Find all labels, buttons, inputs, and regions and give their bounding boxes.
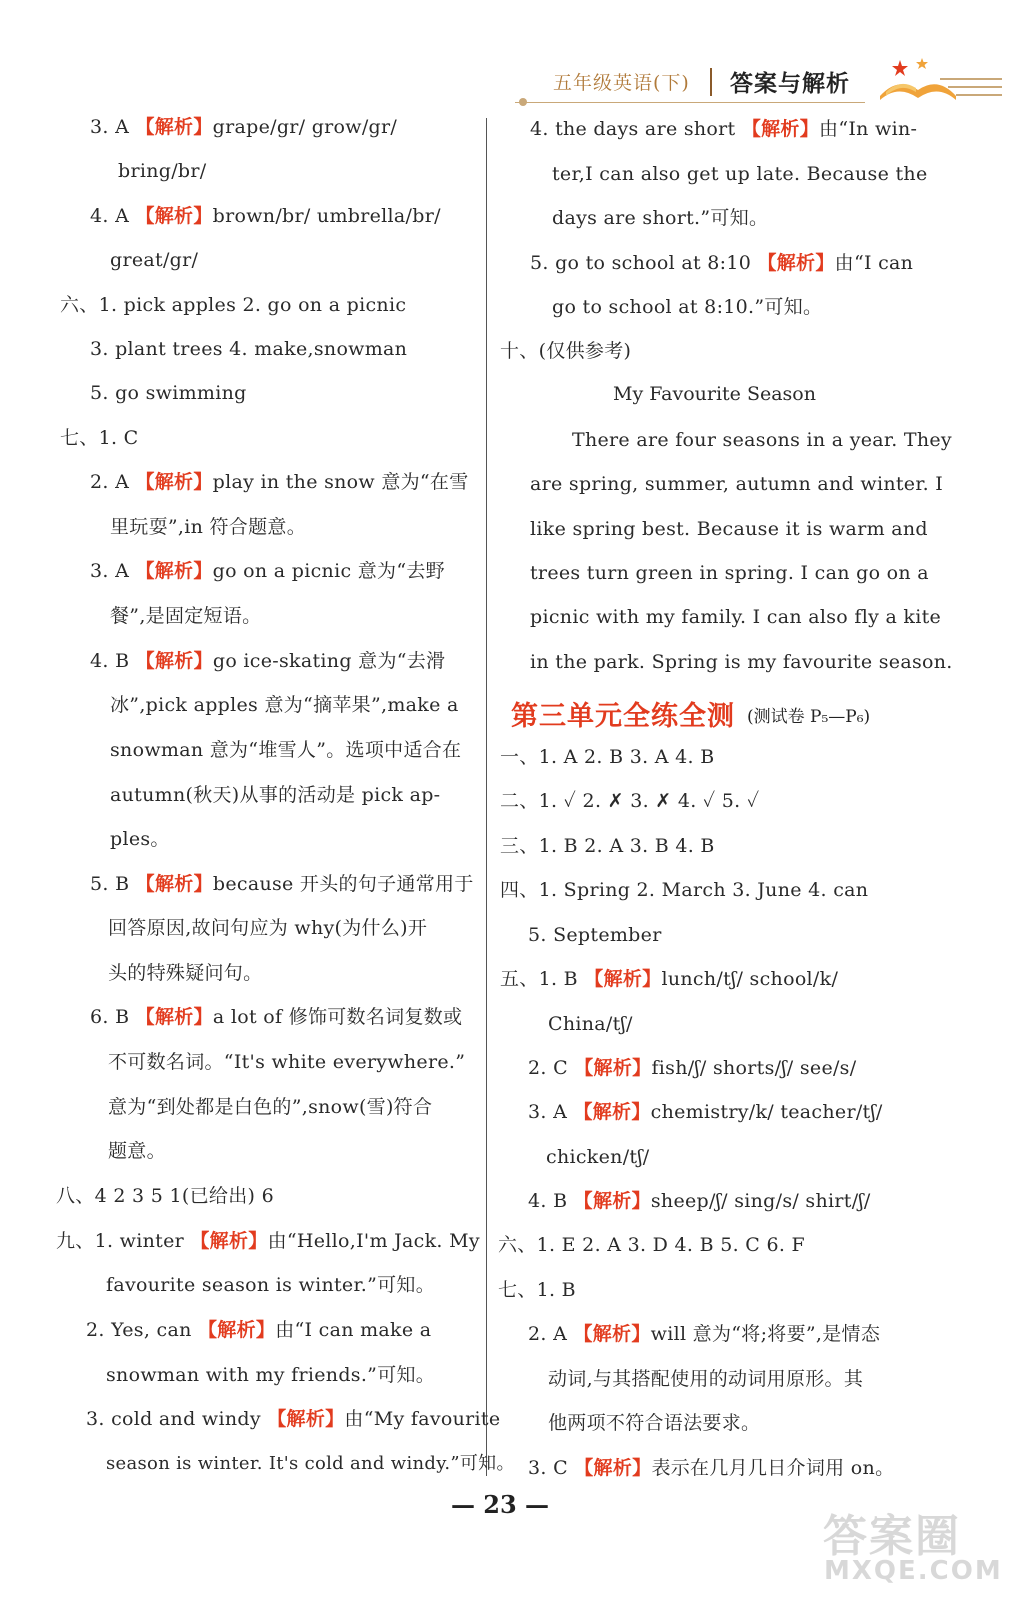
answer-line: 不可数名词。“It's white everywhere.” [108,1051,466,1073]
answer-line: 二、1. ✓ 2. ✗ 3. ✗ 4. ✓ 5. ✓ [500,790,760,812]
answer-line: favourite season is winter.”可知。 [106,1274,436,1296]
answer-line: 5. go to school at 8:10 【解析】由“I can [530,252,914,274]
answer-line: 6. B 【解析】a lot of 修饰可数名词复数或 [90,1006,463,1028]
answer-line: 2. A 【解析】will 意为“将;将要”,是情态 [528,1323,881,1345]
answer-line: 题意。 [108,1140,166,1162]
answer-line: 3. cold and windy 【解析】由“My favourite [86,1408,501,1430]
header-title: 答案与解析 [730,70,850,97]
answer-line: 4. B 【解析】sheep/ʃ/ sing/s/ shirt/ʃ/ [528,1190,871,1212]
book-logo-icon [870,56,1005,108]
header-grade: 五年级英语(下) [553,72,690,94]
essay-line: There are four seasons in a year. They [572,429,952,451]
page-number: — 23 — [450,1490,550,1519]
header-separator [710,68,712,96]
answer-line: snowman with my friends.”可知。 [106,1364,436,1386]
answer-line: 头的特殊疑问句。 [108,962,263,984]
answer-line: 六、1. E 2. A 3. D 4. B 5. C 6. F [498,1234,806,1256]
answer-line: 2. A 【解析】play in the snow 意为“在雪 [90,471,469,493]
answer-line: ples。 [110,828,170,850]
answer-line: 冰”,pick apples 意为“摘苹果”,make a [110,694,459,716]
essay-line: trees turn green in spring. I can go on a [530,562,929,584]
answer-line: great/gr/ [110,249,199,271]
essay-line: are spring, summer, autumn and winter. I [530,473,944,495]
answer-line: 五、1. B 【解析】lunch/tʃ/ school/k/ [500,968,839,990]
answer-line: 里玩耍”,in 符合题意。 [110,516,307,538]
answer-line: 十、(仅供参考) [500,340,632,362]
watermark [818,1500,1008,1600]
answer-line: snowman 意为“堆雪人”。选项中适合在 [110,739,462,761]
answer-line: days are short.”可知。 [552,207,769,229]
header-rule [515,102,865,103]
answer-line: 5. go swimming [90,382,247,404]
answer-line: autumn(秋天)从事的活动是 pick ap- [110,784,441,806]
answer-line: 八、4 2 3 5 1(已给出) 6 [56,1185,274,1207]
answer-line: go to school at 8:10.”可知。 [552,296,823,318]
essay-line: like spring best. Because it is warm and [530,518,928,540]
answer-line: 三、1. B 2. A 3. B 4. B [500,835,715,857]
answer-line: 七、1. C [60,427,139,449]
answer-line: 4. the days are short 【解析】由“In win- [530,118,918,140]
answer-line: 他两项不符合语法要求。 [548,1412,761,1434]
answer-line: 四、1. Spring 2. March 3. June 4. can [500,879,869,901]
answer-line: 餐”,是固定短语。 [110,605,262,627]
watermark-logo: 答案圈 [823,1511,961,1562]
essay-line: in the park. Spring is my favourite season. [530,651,953,673]
answer-line: 2. C 【解析】fish/ʃ/ shorts/ʃ/ see/s/ [528,1057,857,1079]
answer-line: 七、1. B [498,1279,576,1301]
page-header [505,62,1005,104]
column-divider [486,118,487,1476]
answer-line: 4. A 【解析】brown/br/ umbrella/br/ [90,205,441,227]
answer-line: 回答原因,故问句应为 why(为什么)开 [108,917,428,939]
answer-line: ter,I can also get up late. Because the [552,163,928,185]
answer-line: season is winter. It's cold and windy.”可知。 [106,1453,515,1474]
answer-line: chicken/tʃ/ [546,1146,650,1168]
unit-note: (测试卷 P₅—P₆) [747,707,871,727]
answer-line: 4. B 【解析】go ice-skating 意为“去滑 [90,650,446,672]
watermark-url: MXQE.COM [824,1556,1003,1586]
answer-line: 3. A 【解析】chemistry/k/ teacher/tʃ/ [528,1101,883,1123]
header-dot [519,98,527,106]
answer-line: 5. B 【解析】because 开头的句子通常用于 [90,873,474,895]
answer-line: 5. September [528,924,662,946]
answer-line: 3. A 【解析】go on a picnic 意为“去野 [90,560,445,582]
answer-line: bring/br/ [118,160,207,182]
essay-line: picnic with my family. I can also fly a kite [530,606,942,628]
answer-line: 3. A 【解析】grape/gr/ grow/gr/ [90,116,398,138]
answer-line: 九、1. winter 【解析】由“Hello,I'm Jack. My [56,1230,480,1252]
answer-line: China/tʃ/ [548,1013,633,1035]
answer-line: 六、1. pick apples 2. go on a picnic [60,294,407,316]
answer-line: 动词,与其搭配使用的动词用原形。其 [548,1368,864,1390]
answer-line: 2. Yes, can 【解析】由“I can make a [86,1319,432,1341]
answer-line: 一、1. A 2. B 3. A 4. B [500,746,715,768]
answer-line: 意为“到处都是白色的”,snow(雪)符合 [108,1096,433,1118]
essay-title: My Favourite Season [613,383,816,405]
answer-line: 3. plant trees 4. make,snowman [90,338,408,360]
unit-title: 第三单元全练全测 [511,701,735,732]
answer-line: 3. C 【解析】表示在几月几日介词用 on。 [528,1457,895,1479]
